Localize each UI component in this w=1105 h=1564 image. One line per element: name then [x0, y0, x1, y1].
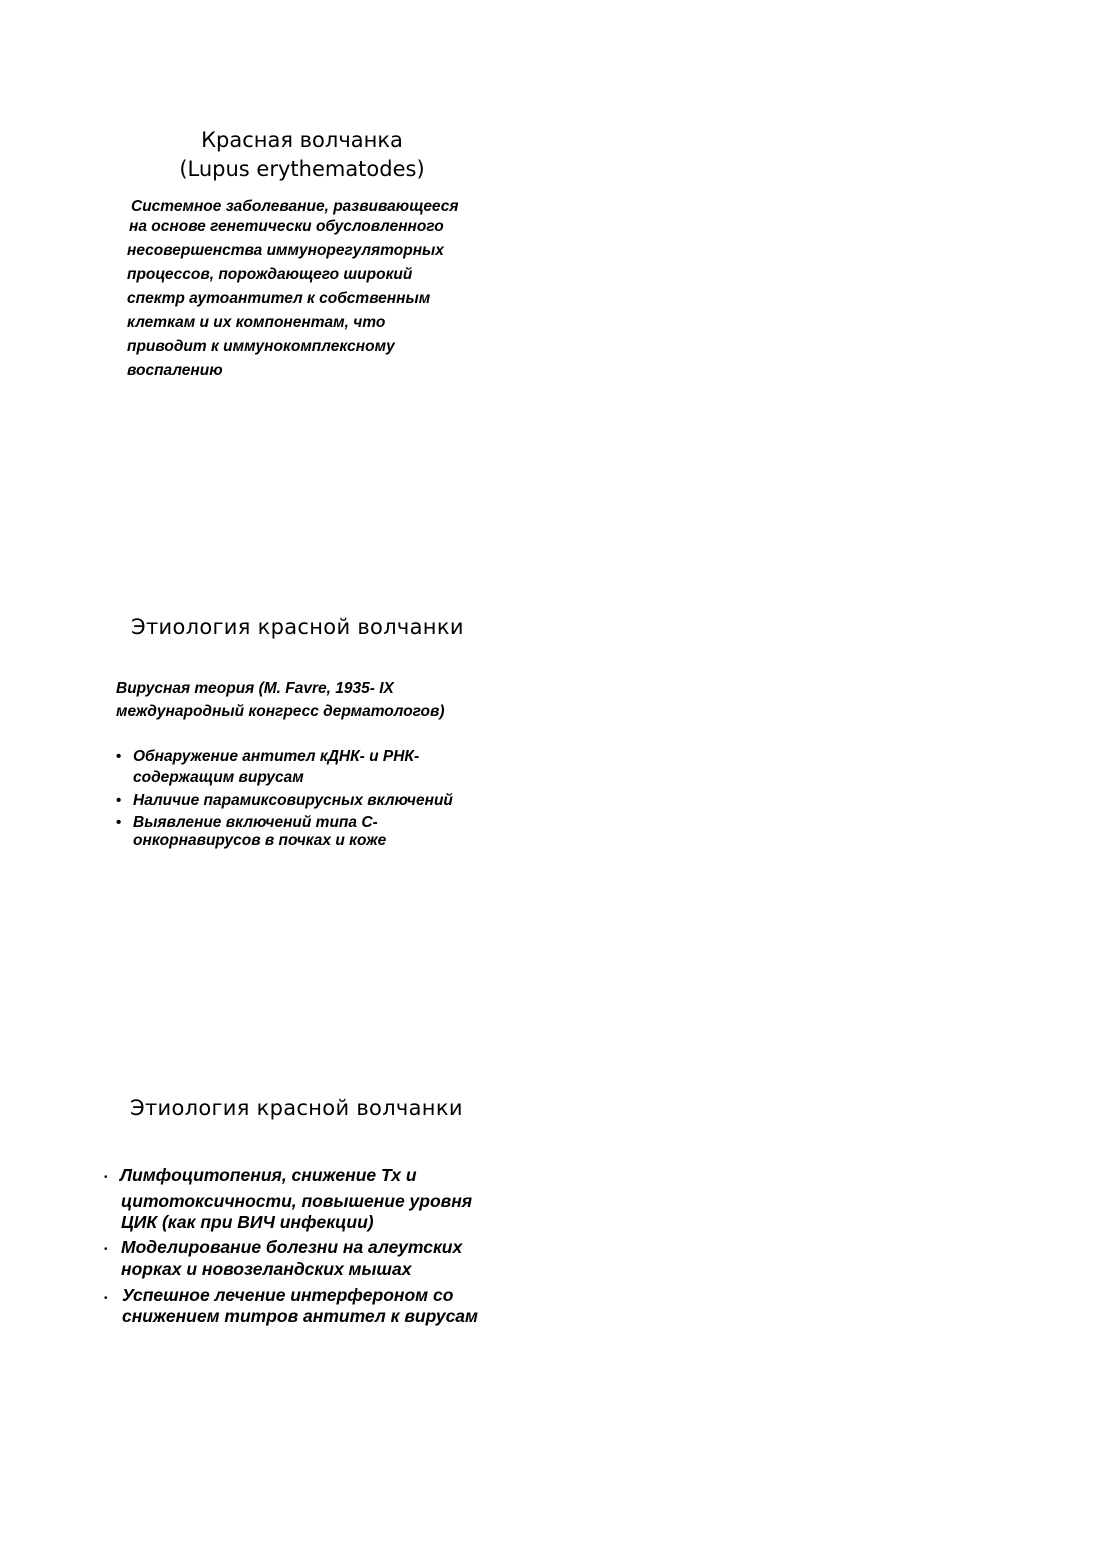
definition-line: несовершенства иммунорегуляторных	[127, 242, 444, 259]
definition-line: воспалению	[127, 362, 223, 379]
definition-line: процессов, порождающего широкий	[127, 266, 413, 283]
list-item-line: содержащим вирусам	[133, 769, 304, 786]
list-item-line: Успешное лечение интерфероном со	[122, 1285, 454, 1305]
slide-1-title	[92, 126, 512, 184]
slide-2-heading: Этиология красной волчанки	[131, 615, 464, 639]
list-item-line: онкорнавирусов в почках и коже	[133, 832, 387, 849]
definition-line: спектр аутоантител к собственным	[127, 290, 431, 307]
list-item-line: ЦИК (как при ВИЧ инфекции)	[121, 1212, 374, 1232]
bullet-icon: •	[104, 1293, 108, 1304]
bullet-icon: •	[116, 792, 122, 809]
definition-line: Системное заболевание, развивающееся	[131, 198, 459, 215]
bullet-icon: •	[116, 814, 122, 831]
definition-line: на основе генетически обусловленного	[129, 218, 444, 235]
list-item-line: Моделирование болезни на алеутских	[121, 1237, 463, 1257]
list-item-line: Наличие парамиксовирусных включений	[133, 792, 453, 809]
slide-2-intro-line-1: Вирусная теория (M. Favre, 1935- IX	[116, 680, 394, 697]
bullet-icon: •	[104, 1172, 108, 1183]
list-item-line: норках и новозеландских мышах	[121, 1259, 412, 1279]
definition-line: приводит к иммунокомплексному	[127, 338, 395, 355]
list-item-line: Выявление включений типа С-	[133, 814, 378, 831]
slide-1-title-line-2: (Lupus erythematodes)	[179, 157, 425, 181]
bullet-icon: •	[104, 1244, 108, 1255]
bullet-icon: •	[116, 748, 122, 765]
slide-3-heading: Этиология красной волчанки	[130, 1096, 463, 1120]
list-item-line: Лимфоцитопения, снижение Тх и	[120, 1165, 417, 1185]
slide-2-intro-line-2: международный конгресс дерматологов)	[116, 703, 445, 720]
slide-1-title-line-1: Красная волчанка	[201, 128, 403, 152]
list-item-line: цитотоксичности, повышение уровня	[121, 1191, 473, 1211]
list-item-line: Обнаружение антител кДНК- и РНК-	[133, 748, 420, 765]
definition-line: клеткам и их компонентам, что	[127, 314, 386, 331]
list-item-line: снижением титров антител к вирусам	[122, 1306, 478, 1326]
